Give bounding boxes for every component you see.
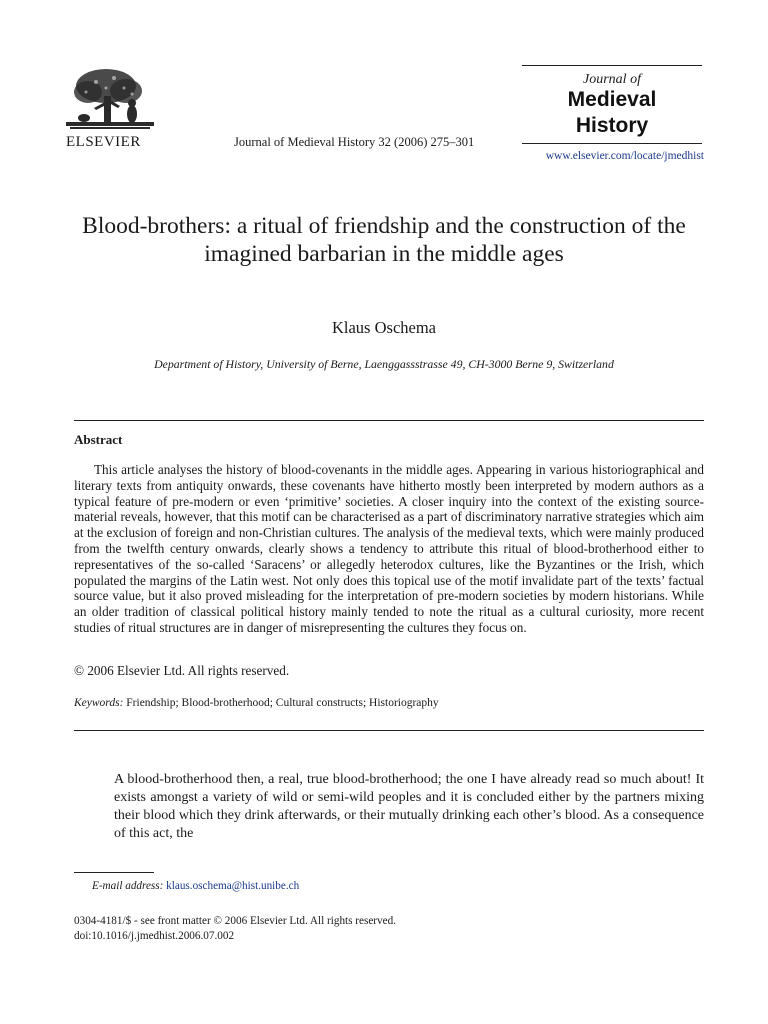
keywords-label: Keywords: bbox=[74, 697, 124, 709]
front-matter-doi: doi:10.1016/j.jmedhist.2006.07.002 bbox=[74, 930, 235, 942]
footnote bbox=[92, 880, 692, 892]
abstract-body bbox=[74, 462, 704, 636]
journal-url-link[interactable]: www.elsevier.com/locate/jmedhist bbox=[545, 150, 704, 162]
abstract-bottom-rule bbox=[74, 730, 704, 731]
front-matter bbox=[74, 914, 694, 944]
publisher-name: ELSEVIER bbox=[66, 134, 141, 150]
elsevier-tree-logo bbox=[66, 66, 154, 132]
front-matter-issn: 0304-4181/$ - see front matter © 2006 Elsevier Ltd. All rights reserved. bbox=[74, 915, 396, 927]
footnote-email-label: E-mail address: bbox=[92, 880, 164, 892]
footnote-rule bbox=[74, 872, 154, 873]
author-name: Klaus Oschema bbox=[331, 318, 436, 337]
abstract-heading: Abstract bbox=[74, 432, 123, 447]
article-title: Blood-brothers: a ritual of friendship and the construction of the imagined barbarian in the middle ages bbox=[82, 213, 686, 267]
journal-of-label: Journal of bbox=[583, 72, 641, 87]
keywords-list: Friendship; Blood-brotherhood; Cultural constructs; Historiography bbox=[126, 697, 439, 709]
journal-citation: Journal of Medieval History 32 (2006) 275–301 bbox=[234, 135, 475, 149]
keywords-line bbox=[74, 697, 704, 709]
abstract-text: This article analyses the history of blood-covenants in the middle ages. Appearing in various historiographical and literary texts from antiquity onwards, these covenants have hitherto mostly been interpreted by modern authors as a typical feature of pre-modern or even ‘primitive’ societies. A closer inquiry into the context of the existing source-material reveals, however, that this motif can be characterised as a part of discriminatory narrative strategies which aim at the exclusion of foreign and non-Christian cultures. The analysis of the medieval texts, which were mainly produced from the twelfth century onwards, clearly shows a tendency to attribute this ritual of blood-brotherhood either to representatives of the so-called ‘Saracens’ or allegedly heterodox cultures, like the Byzantines or the Irish, which populated the margins of the Latin west. Not only does this topical use of the motif invalidate part of the texts’ factual source value, but it also proved misleading for the interpretation of pre-modern societies by modern historians. While an older tradition of classical political history mainly tended to note the ritual as a cultural curiosity, more recent studies of ritual structures are in danger of misrepresenting the cultures they focus on. bbox=[74, 462, 704, 635]
epigraph-quote: A blood-brotherhood then, a real, true blood-brotherhood; the one I have already read so much about! It exists amongst a variety of wild or semi-wild peoples and it is concluded either by the partners mixing their blood which they drink afterwards, or their mutually drinking each other’s blood. As a consequence of this act, the bbox=[114, 772, 704, 841]
footnote-email-link[interactable]: klaus.oschema@hist.unibe.ch bbox=[166, 880, 300, 892]
journal-box-bottom-rule bbox=[522, 143, 702, 144]
journal-box-top-rule bbox=[522, 65, 702, 66]
abstract-copyright: © 2006 Elsevier Ltd. All rights reserved. bbox=[74, 663, 290, 678]
journal-name-line1: Medieval bbox=[567, 88, 657, 111]
author-affiliation: Department of History, University of Berne, Laenggassstrasse 49, CH-3000 Berne 9, Switzerland bbox=[154, 357, 614, 371]
abstract-top-rule bbox=[74, 420, 704, 421]
journal-name-line2: History bbox=[575, 114, 649, 137]
